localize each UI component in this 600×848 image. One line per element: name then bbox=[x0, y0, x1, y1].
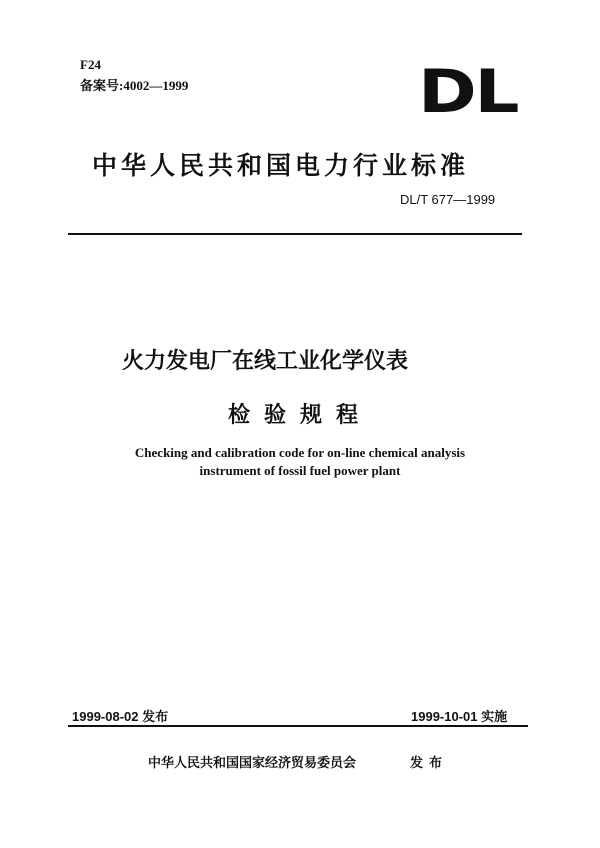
implementation-date: 1999-10-01 实施 bbox=[411, 709, 508, 724]
english-title-line2: instrument of fossil fuel power plant bbox=[199, 463, 401, 478]
issue-date: 1999-08-02 发布 bbox=[72, 709, 169, 724]
document-title-line2: 检验规程 bbox=[227, 403, 372, 428]
record-number: 备案号:4002—1999 bbox=[80, 78, 189, 93]
english-title-line1: Checking and calibration code for on-line chemical analysis bbox=[134, 445, 466, 460]
header-divider bbox=[68, 233, 522, 235]
publish-label: 发布 bbox=[410, 756, 449, 771]
classification-code: F24 bbox=[80, 57, 101, 72]
dl-logo: DL bbox=[418, 57, 518, 127]
document-title-line1: 火力发电厂在线工业化学仪表 bbox=[122, 349, 409, 374]
issuing-authority: 中华人民共和国国家经济贸易委员会 bbox=[148, 756, 357, 771]
standard-category-title: 中华人民共和国电力行业标准 bbox=[92, 151, 470, 180]
footer-divider bbox=[68, 725, 528, 727]
standard-number: DL/T 677—1999 bbox=[400, 192, 496, 207]
